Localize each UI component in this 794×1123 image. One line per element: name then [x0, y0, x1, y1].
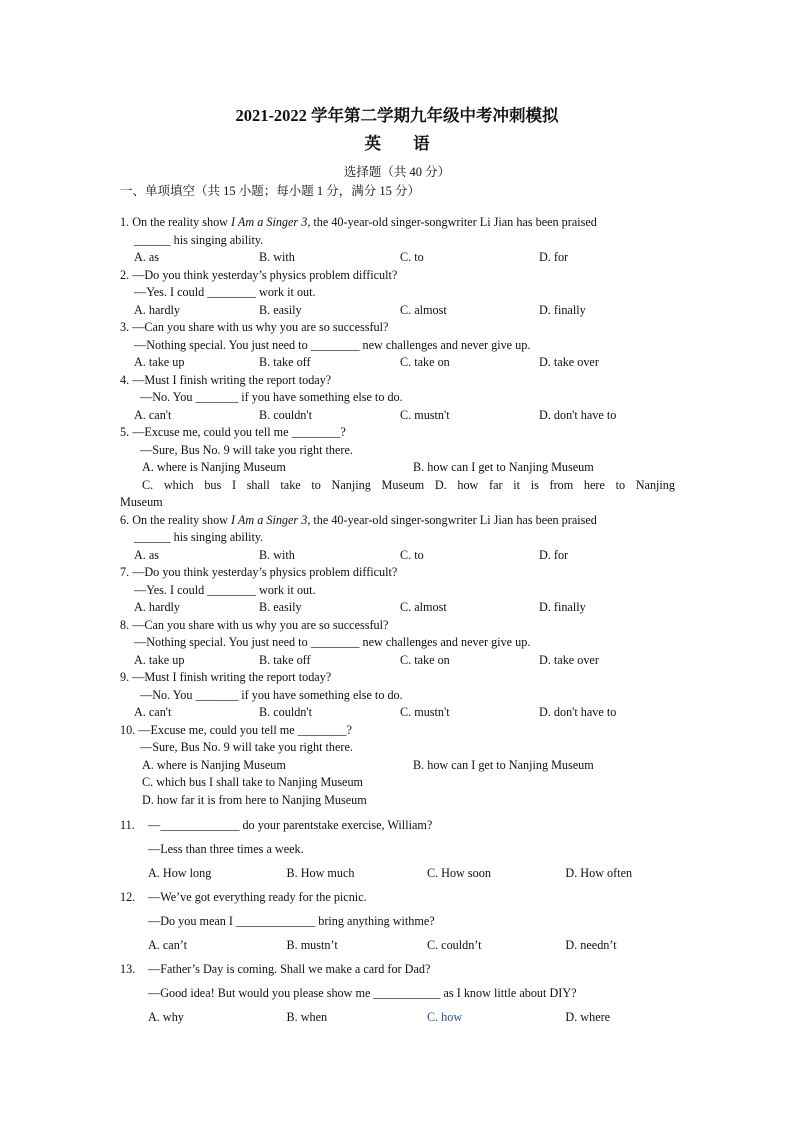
question-stem: 11. —_____________ do your parentstake exercise, William?	[120, 813, 675, 837]
question-reply: —Sure, Bus No. 9 will take you right there.	[140, 740, 353, 754]
option-c[interactable]: C. mustn't	[400, 407, 450, 422]
options-row	[120, 599, 675, 617]
question-reply: —Yes. I could ________ work it out.	[134, 285, 316, 299]
option-d[interactable]: D. don't have to	[539, 407, 617, 422]
question-stem: 10. —Excuse me, could you tell me ________?	[120, 722, 352, 737]
option-c[interactable]: C. take on	[400, 355, 450, 369]
options-row	[120, 933, 675, 957]
question-reply: —Yes. I could ________ work it out.	[134, 582, 316, 597]
option-c-d[interactable]: C. which bus I shall take to Nanjing Museum D. how far it is from here to Nanjing	[142, 477, 675, 492]
option-b[interactable]: B. how can I get to Nanjing Museum	[413, 757, 594, 772]
option-d[interactable]: D. take over	[539, 355, 599, 369]
question-10	[120, 722, 675, 810]
question-stem: 9. —Must I finish writing the report today?	[120, 670, 332, 684]
options-row	[120, 757, 675, 775]
option-d[interactable]: D. finally	[539, 302, 586, 317]
option-b[interactable]: B. when	[286, 1010, 328, 1024]
options-row	[120, 459, 675, 477]
option-b[interactable]: B. take off	[259, 652, 311, 667]
question-reply: —Nothing special. You just need to ________ new challenges and never give up.	[134, 635, 531, 649]
option-a[interactable]: A. take up	[134, 355, 185, 369]
option-a[interactable]: A. can't	[134, 407, 172, 422]
question-2	[120, 267, 675, 320]
question-9	[120, 669, 675, 722]
question-reply: —No. You _______ if you have something else to do.	[140, 390, 403, 404]
question-7	[120, 564, 675, 617]
question-stem: 5. —Excuse me, could you tell me ________?	[120, 425, 346, 439]
question-stem: 13. —Father’s Day is coming. Shall we make a card for Dad?	[120, 957, 675, 981]
question-3	[120, 319, 675, 372]
question-reply: —Sure, Bus No. 9 will take you right there.	[140, 442, 353, 457]
option-c[interactable]: C. to	[400, 250, 424, 264]
option-d[interactable]: D. finally	[539, 600, 586, 614]
exam-title: 2021-2022 学年第二学期九年级中考冲刺模拟	[235, 106, 559, 125]
question-reply: —No. You _______ if you have something else to do.	[140, 687, 403, 702]
option-b[interactable]: B. easily	[259, 600, 302, 614]
option-c[interactable]: C. take on	[400, 652, 450, 667]
option-b[interactable]: B. take off	[259, 355, 311, 369]
option-a[interactable]: A. take up	[134, 652, 185, 667]
question-reply: —Do you mean I _____________ bring anything withme?	[148, 914, 435, 928]
option-c[interactable]: C. almost	[400, 302, 447, 317]
option-a[interactable]: A. hardly	[134, 302, 181, 317]
option-b[interactable]: B. with	[259, 547, 295, 562]
option-d[interactable]: D. where	[565, 1010, 611, 1024]
question-stem: 2. —Do you think yesterday’s physics problem difficult?	[120, 267, 398, 282]
options-row	[120, 354, 675, 372]
option-a[interactable]: A. can’t	[148, 938, 188, 952]
option-d[interactable]: D. take over	[539, 652, 599, 667]
question-number: 13.	[120, 962, 136, 976]
show-title: I Am a Singer 3	[231, 215, 308, 229]
section-heading: 一、单项填空（共 15 小题；每小题 1 分，满分 15 分）	[120, 184, 421, 198]
question-4	[120, 372, 675, 425]
option-b[interactable]: B. How much	[286, 866, 355, 880]
question-13	[120, 957, 675, 1029]
option-c[interactable]: C. how	[426, 1010, 463, 1024]
options-row	[120, 547, 675, 565]
question-6	[120, 512, 675, 565]
option-a[interactable]: A. where is Nanjing Museum	[142, 757, 286, 772]
option-c[interactable]: C. to	[400, 547, 424, 562]
options-row	[120, 302, 675, 320]
question-12	[120, 885, 675, 957]
question-8	[120, 617, 675, 670]
option-b[interactable]: B. how can I get to Nanjing Museum	[413, 460, 594, 474]
question-1	[120, 214, 675, 267]
question-stem: 7. —Do you think yesterday’s physics problem difficult?	[120, 565, 398, 579]
options-row	[120, 861, 675, 885]
option-d-cont: Museum	[120, 495, 163, 509]
question-stem: 1. On the reality show I Am a Singer 3, the 40-year-old singer-songwriter Li Jian has been praised	[120, 215, 597, 229]
option-a[interactable]: A. as	[134, 250, 160, 264]
option-d[interactable]: D. needn’t	[565, 938, 617, 952]
option-b[interactable]: B. with	[259, 250, 295, 264]
questions-11-13	[120, 813, 675, 1029]
option-c[interactable]: C. almost	[400, 600, 447, 614]
question-11	[120, 813, 675, 885]
options-row	[120, 1005, 675, 1029]
option-d[interactable]: D. how far it is from here to Nanjing Museum	[142, 792, 367, 807]
question-number: 12.	[120, 890, 136, 904]
option-b[interactable]: B. easily	[259, 302, 302, 317]
option-d[interactable]: D. for	[539, 547, 569, 562]
option-b[interactable]: B. couldn't	[259, 705, 312, 719]
questions-list	[120, 214, 675, 1029]
question-stem: 3. —Can you share with us why you are so successful?	[120, 320, 389, 334]
options-row	[120, 652, 675, 670]
part-heading: 选择题（共 40 分）	[343, 165, 451, 179]
show-title: I Am a Singer 3	[231, 512, 308, 527]
question-5	[120, 424, 675, 512]
option-d[interactable]: D. How often	[565, 866, 633, 880]
question-stem-cont: ______ his singing ability.	[134, 530, 264, 544]
option-a[interactable]: A. can't	[134, 705, 172, 719]
option-a[interactable]: A. How long	[148, 866, 212, 880]
question-stem: 4. —Must I finish writing the report today?	[120, 372, 332, 387]
option-b[interactable]: B. mustn’t	[286, 938, 338, 952]
option-d[interactable]: D. for	[539, 250, 569, 264]
question-reply: —Less than three times a week.	[148, 842, 304, 856]
option-c[interactable]: C. couldn’t	[426, 938, 482, 952]
option-c[interactable]: C. How soon	[426, 866, 491, 880]
question-reply: —Good idea! But would you please show me ___________ as I know little about DIY?	[148, 986, 577, 1000]
option-c[interactable]: C. which bus I shall take to Nanjing Museum	[142, 775, 364, 789]
option-a[interactable]: A. why	[148, 1010, 184, 1024]
question-reply: —Nothing special. You just need to ________ new challenges and never give up.	[134, 337, 531, 352]
question-stem: 12. —We’ve got everything ready for the picnic.	[120, 885, 675, 909]
option-a[interactable]: A. hardly	[134, 600, 181, 614]
question-stem-cont: ______ his singing ability.	[134, 232, 264, 247]
option-b[interactable]: B. couldn't	[259, 407, 312, 422]
question-stem: 6. On the reality show I Am a Singer 3, the 40-year-old singer-songwriter Li Jian has been praised	[120, 512, 597, 527]
option-a[interactable]: A. where is Nanjing Museum	[142, 460, 286, 474]
option-d[interactable]: D. don't have to	[539, 705, 617, 719]
option-a[interactable]: A. as	[134, 547, 160, 562]
subject-title: 英 语	[364, 134, 444, 153]
question-number: 11.	[120, 818, 135, 832]
option-c[interactable]: C. mustn't	[400, 705, 450, 719]
options-row	[120, 249, 675, 267]
question-stem: 8. —Can you share with us why you are so successful?	[120, 617, 389, 632]
options-row	[120, 407, 675, 425]
options-row	[120, 704, 675, 722]
